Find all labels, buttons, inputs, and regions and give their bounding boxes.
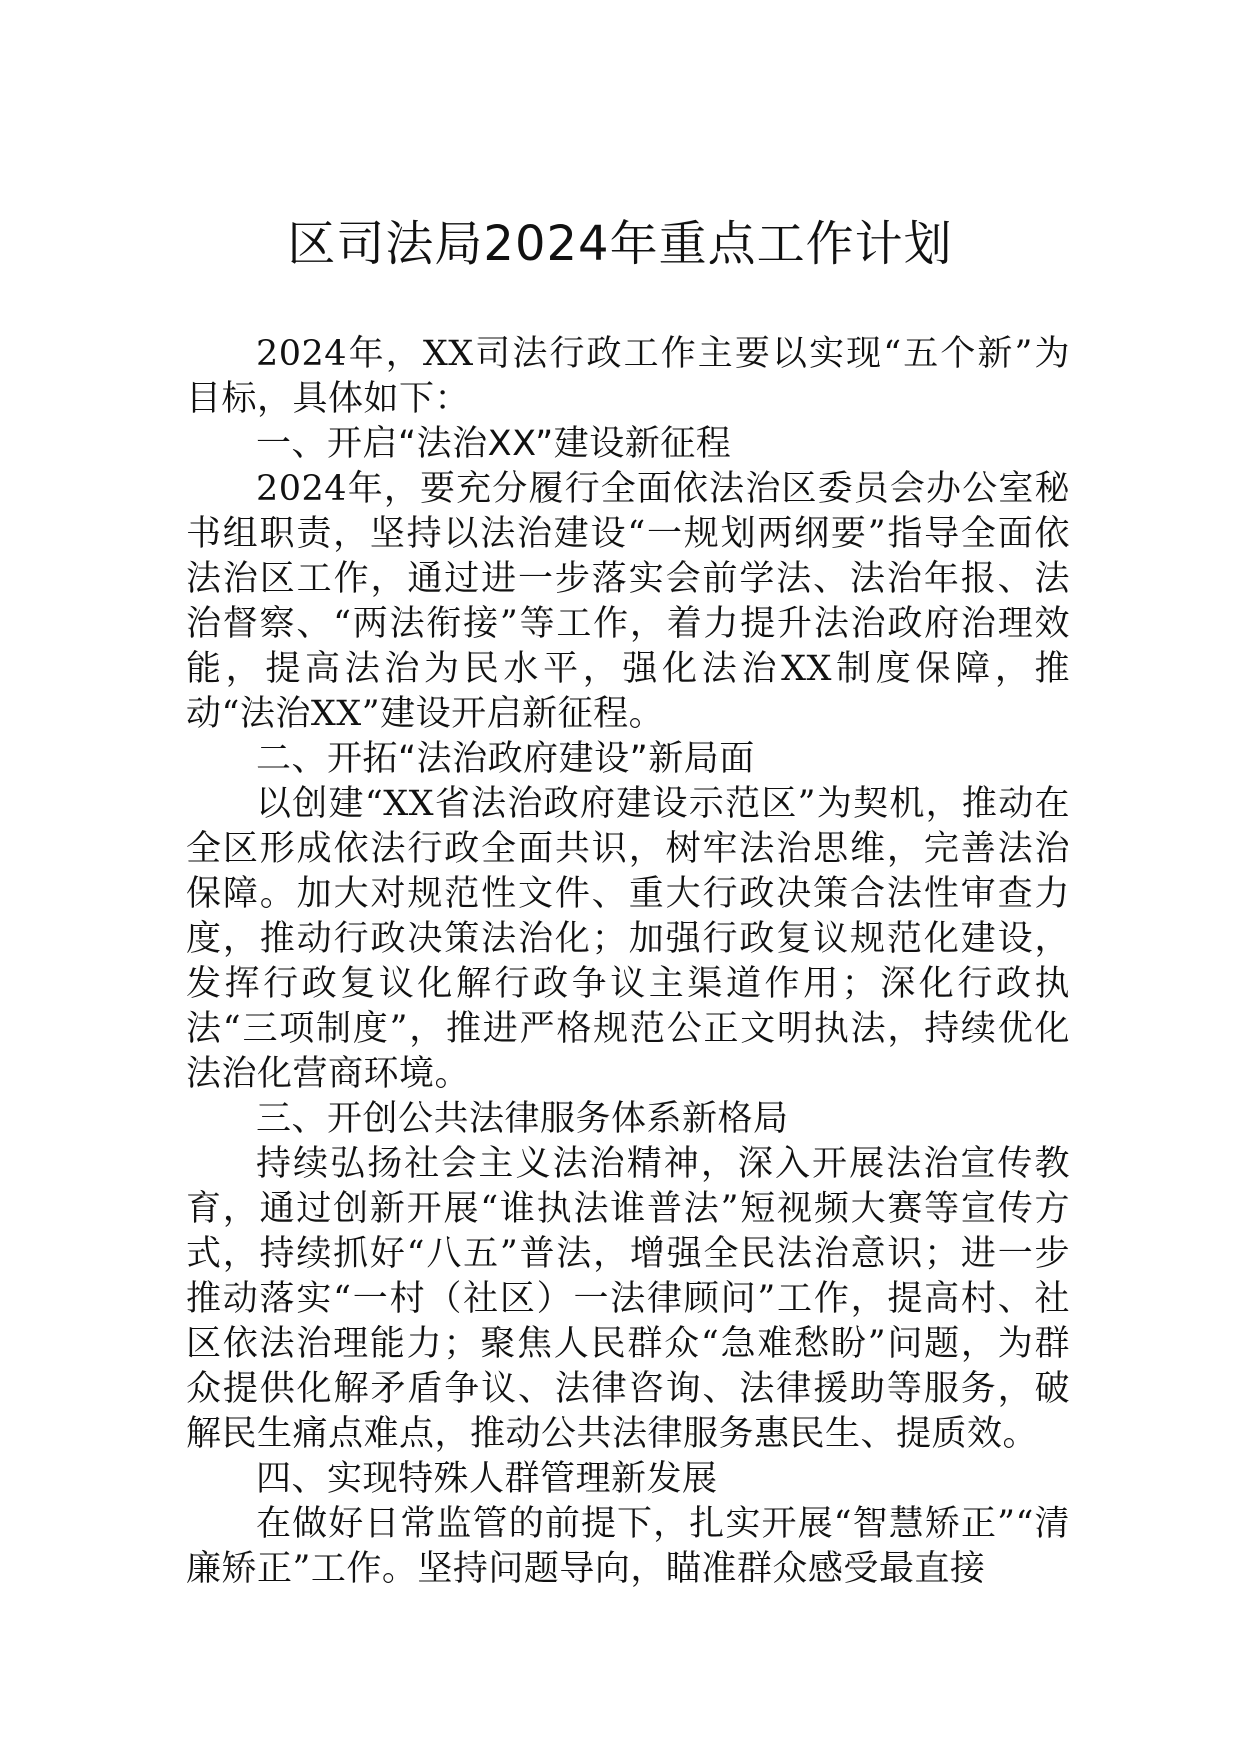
intro-paragraph: 2024年，XX司法行政工作主要以实现“五个新”为目标，具体如下： [186, 334, 1070, 419]
section-4-heading: 四、实现特殊人群管理新发展 [256, 1459, 718, 1499]
section-2-heading: 二、开拓“法治政府建设”新局面 [256, 739, 755, 779]
section-2-paragraph: 以创建“XX省法治政府建设示范区”为契机，推动在全区形成依法行政全面共识，树牢法治思维，完善法治保障。加大对规范性文件、重大行政决策合法性审查力度，推动行政决策法治化；加强行政复议规范化建设，发挥行政复议化解行政争议主渠道作用；深化行政执法“三项制度”，推进严格规范公正文明执法，持续优化法治化营商环境。 [186, 784, 1070, 1094]
section-3-heading: 三、开创公共法律服务体系新格局 [256, 1099, 789, 1139]
document-body [186, 332, 1070, 1592]
section-1-paragraph: 2024年，要充分履行全面依法治区委员会办公室秘书组职责，坚持以法治建设“一规划两纲要”指导全面依法治区工作，通过进一步落实会前学法、法治年报、法治督察、“两法衔接”等工作，着力提升法治政府治理效能，提高法治为民水平，强化法治XX制度保障，推动“法治XX”建设开启新征程。 [186, 469, 1070, 734]
document-title: 区司法局2024年重点工作计划 [287, 216, 953, 272]
section-4-paragraph: 在做好日常监管的前提下，扎实开展“智慧矫正”“清廉矫正”工作。坚持问题导向，瞄准群众感受最直接 [186, 1504, 1070, 1589]
section-1-heading: 一、开启“法治XX”建设新征程 [256, 424, 732, 464]
section-3-paragraph: 持续弘扬社会主义法治精神，深入开展法治宣传教育，通过创新开展“谁执法谁普法”短视频大赛等宣传方式，持续抓好“八五”普法，增强全民法治意识；进一步推动落实“一村（社区）一法律顾问”工作，提高村、社区依法治理能力；聚焦人民群众“急难愁盼”问题，为群众提供化解矛盾争议、法律咨询、法律援助等服务，破解民生痛点难点，推动公共法律服务惠民生、提质效。 [186, 1144, 1070, 1454]
